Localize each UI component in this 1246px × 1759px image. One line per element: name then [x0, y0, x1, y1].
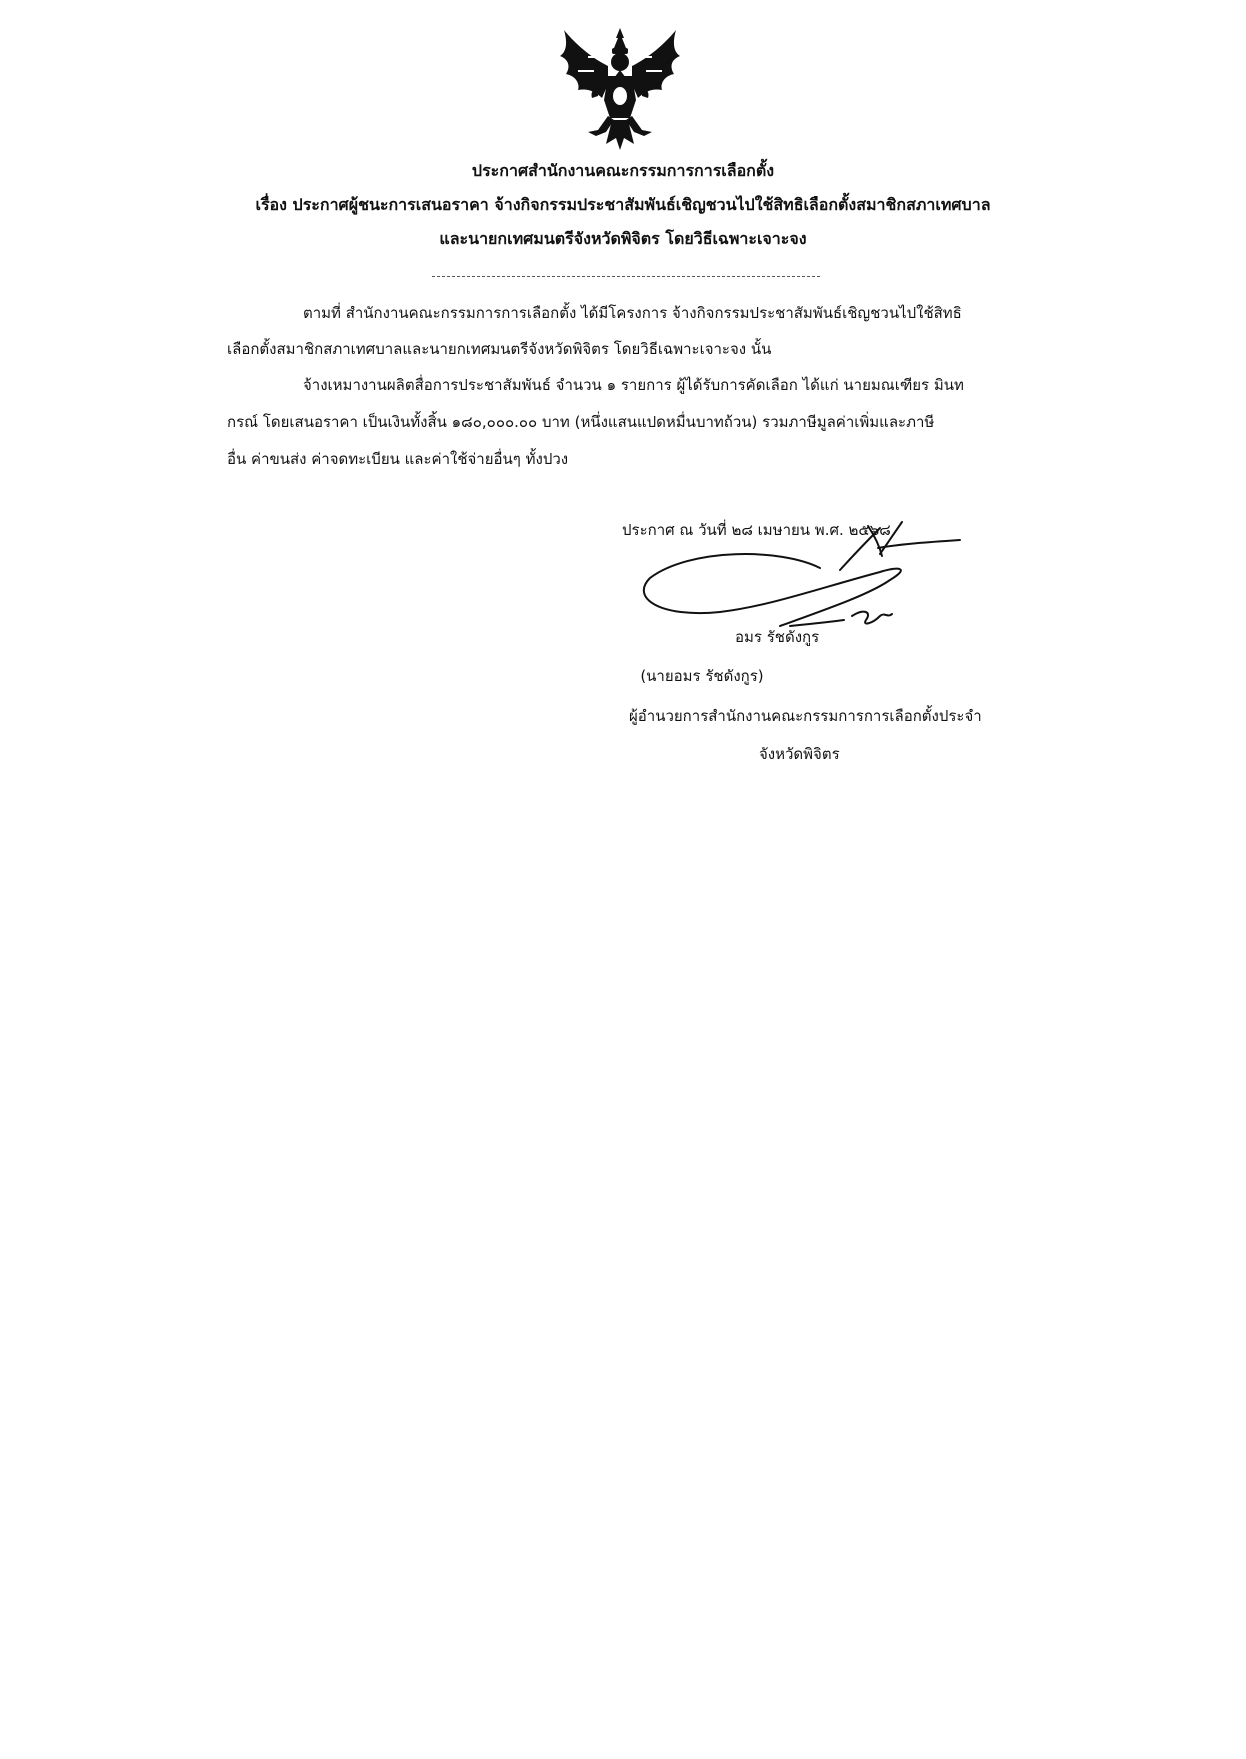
- signer-full-name: (นายอมร รัชดังกูร): [640, 667, 764, 685]
- body-paragraph-2-line-2: กรณ์ โดยเสนอราคา เป็นเงินทั้งสิ้น ๑๘๐,๐๐๐.๐๐ บาท (หนึ่งแสนแปดหมื่นบาทถ้วน) รวมภาษีมูลค่าเพิ่มและภาษี: [227, 413, 935, 431]
- signer-name: อมร รัชดังกูร: [735, 628, 820, 646]
- separator-line: [432, 276, 820, 277]
- announcement-subject-line-2: และนายกเทศมนตรีจังหวัดพิจิตร โดยวิธีเฉพาะเจาะจง: [439, 229, 807, 248]
- body-paragraph-2-line-3: อื่น ค่าขนส่ง ค่าจดทะเบียน และค่าใช้จ่ายอื่นๆ ทั้งปวง: [227, 450, 569, 468]
- signer-province: จังหวัดพิจิตร: [759, 745, 840, 763]
- announcement-title: ประกาศสำนักงานคณะกรรมการการเลือกตั้ง: [471, 161, 775, 180]
- body-paragraph-1-line-1: ตามที่ สำนักงานคณะกรรมการการเลือกตั้ง ได้มีโครงการ จ้างกิจกรรมประชาสัมพันธ์เชิญชวนไปใช้สิทธิ: [303, 304, 962, 322]
- announcement-subject-line-1: เรื่อง ประกาศผู้ชนะการเสนอราคา จ้างกิจกรรมประชาสัมพันธ์เชิญชวนไปใช้สิทธิเลือกตั้งสมาชิกสภาเทศบาล: [255, 195, 991, 214]
- signer-position: ผู้อำนวยการสำนักงานคณะกรรมการการเลือกตั้งประจำ: [629, 707, 982, 725]
- body-paragraph-2-line-1: จ้างเหมางานผลิตสื่อการประชาสัมพันธ์ จำนวน ๑ รายการ ผู้ได้รับการคัดเลือก ได้แก่ นายมณเฑียร มินท: [303, 376, 964, 394]
- announcement-date: ประกาศ ณ วันที่ ๒๘ เมษายน พ.ศ. ๒๕๖๘: [622, 521, 891, 539]
- body-paragraph-1-line-2: เลือกตั้งสมาชิกสภาเทศบาลและนายกเทศมนตรีจังหวัดพิจิตร โดยวิธีเฉพาะเจาะจง นั้น: [227, 340, 772, 358]
- garuda-emblem-icon: [558, 26, 682, 156]
